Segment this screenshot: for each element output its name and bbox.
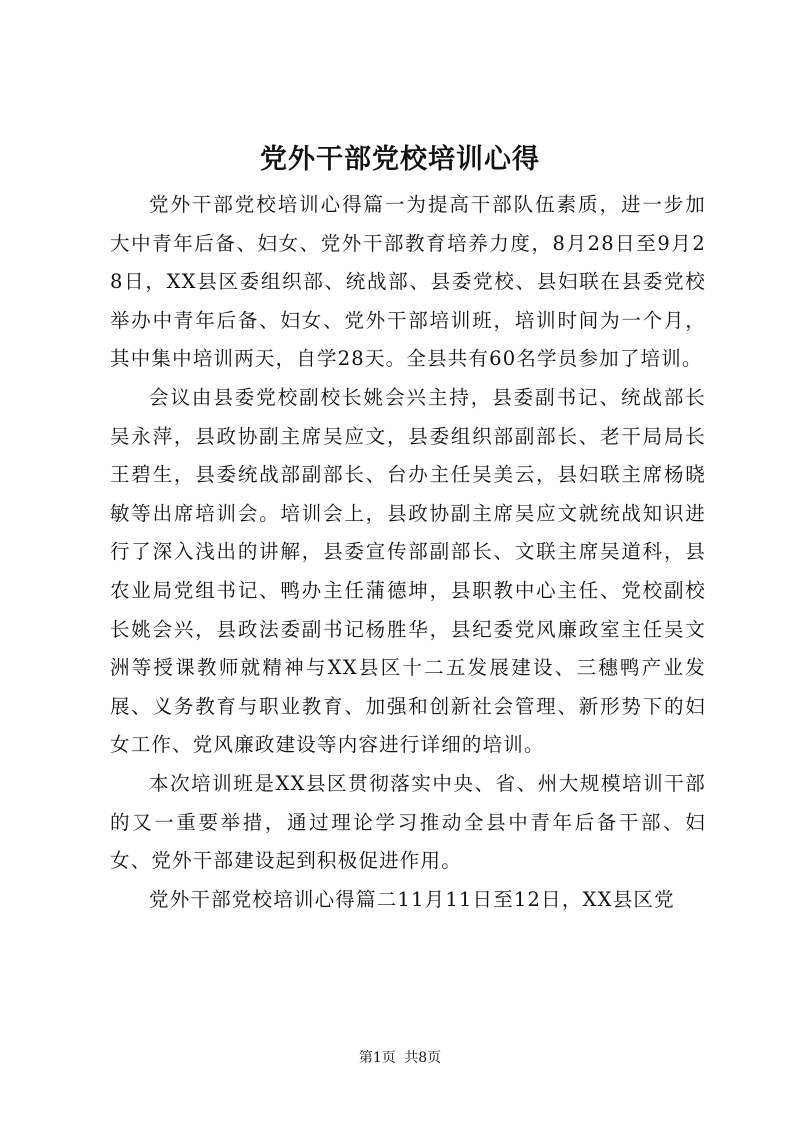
document-body — [110, 186, 706, 919]
paragraph-1: 党外干部党校培训心得篇一为提高干部队伍素质，进一步加大中青年后备、妇女、党外干部教育培养力度，8月28日至9月28日，XX县区委组织部、统战部、县委党校、县妇联在县委党校举办中青年后备、妇女、党外干部培训班，培训时间为一个月，其中集中培训两天，自学28天。全县共有60名学员参加了培训。 — [110, 193, 706, 371]
page-total: 共8页 — [404, 1050, 442, 1066]
paragraph-2: 会议由县委党校副校长姚会兴主持，县委副书记、统战部长吴永萍，县政协副主席吴应文，县委组织部副部长、老干局局长王碧生，县委统战部副部长、台办主任吴美云，县妇联主席杨晓敏等出席培训会。培训会上，县政协副主席吴应文就统战知识进行了深入浅出的讲解，县委宣传部副部长、文联主席吴道科，县农业局党组书记、鸭办主任蒲德坤，县职教中心主任、党校副校长姚会兴，县政法委副书记杨胜华，县纪委党风廉政室主任吴文洲等授课教师就精神与XX县区十二五发展建设、三穗鸭产业发展、义务教育与职业教育、加强和创新社会管理、新形势下的妇女工作、党风廉政建设等内容进行详细的培训。 — [110, 385, 706, 757]
page-footer — [0, 1048, 800, 1068]
paragraph-4: 党外干部党校培训心得篇二11月11日至12日，XX县区党 — [149, 887, 675, 911]
page-number: 第1页 — [358, 1050, 396, 1066]
paragraph-3: 本次培训班是XX县区贯彻落实中央、省、州大规模培训干部的又一重要举措，通过理论学习推动全县中青年后备干部、妇女、党外干部建设起到积极促进作用。 — [110, 771, 706, 873]
document-title: 党外干部党校培训心得 — [260, 144, 540, 175]
